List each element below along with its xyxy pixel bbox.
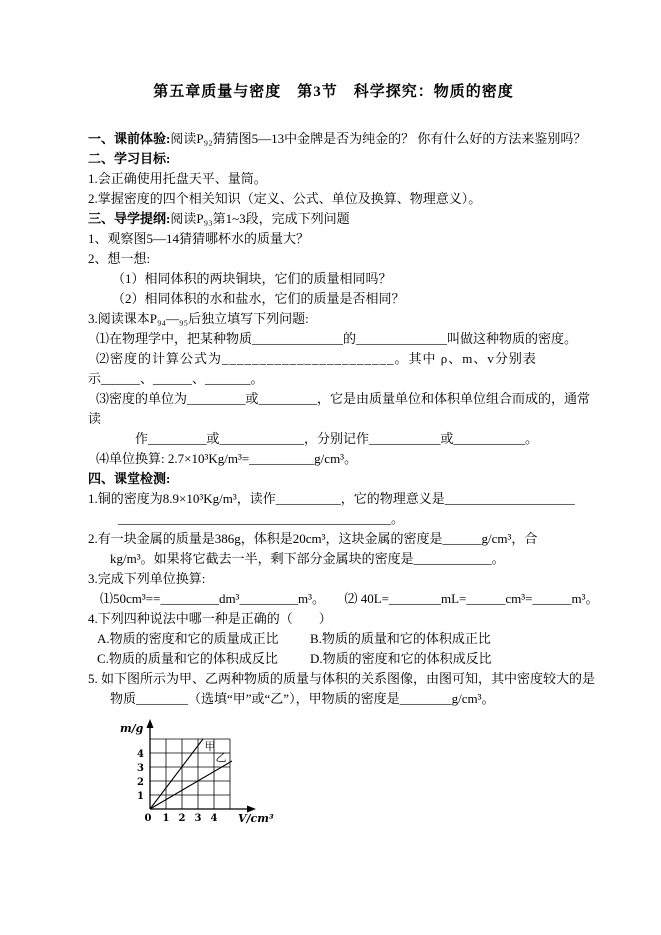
x-tick-0: 0	[144, 813, 152, 824]
fill-density-unit: ⑶密度的单位为_________或_________，它是由质量单位和体积单位组合而成的，通常	[96, 391, 591, 406]
test-q5-cont: 物质________（选填“甲”或“乙”），甲物质的密度是________g/cm³。	[110, 691, 495, 706]
fill-density-unit-cont: 读	[88, 411, 102, 426]
section-learning-goals-heading: 二、学习目标:	[88, 151, 171, 166]
y-tick-2: 2	[137, 777, 144, 788]
y-tick-4: 4	[137, 749, 144, 760]
x-tick-1: 1	[162, 813, 170, 824]
grid-lines	[150, 739, 230, 809]
test-q1-cont: __________________________________________。	[118, 511, 404, 526]
section-class-test	[88, 469, 579, 489]
test-q5: 5. 如下图所示为甲、乙两种物质的质量与体积的关系图像，由图可知，其中密度较大的是	[88, 671, 596, 686]
guide-q3: 3.阅读课本P₉₄—₉₅后独立填写下列问题:	[88, 311, 309, 326]
fill-density-unit-read: 作_________或_____________，分别记作___________或___________。	[135, 431, 539, 446]
guide-q2-sub2: （2）相同体积的水和盐水，它们的质量是否相同？	[112, 291, 405, 306]
test-q4-options-ab	[88, 629, 579, 649]
mass-volume-graph	[112, 717, 287, 835]
goal-2: 2.掌握密度的四个相关知识（定义、公式、单位及换算、物理意义）。	[88, 191, 482, 206]
test-q4: 4.下列四种说法中哪一种是正确的（ ）	[88, 611, 332, 626]
option-d: D.物质的密度和它的体积成反比	[310, 651, 492, 666]
guide-q2-sub1: （1）相同体积的两块铜块，它们的质量相同吗？	[112, 271, 392, 286]
x-tick-3: 3	[194, 813, 202, 824]
option-b: B.物质的质量和它的体积成正比	[310, 631, 491, 646]
test-q3: 3.完成下列单位换算:	[88, 571, 206, 586]
section-pre-class-heading: 一、课前体验:	[88, 131, 171, 146]
series-yi-label: 乙	[215, 751, 227, 764]
fill-density-formula: ⑵密度的计算公式为_______________________。其中 ρ、m、v分别表	[96, 351, 537, 366]
test-q3-conversions: ⑴50cm³==_________dm³_________m³。 ⑵ 40L=________mL=______cm³=______m³。	[100, 591, 599, 606]
y-axis	[147, 719, 154, 809]
section-learning-goals	[88, 149, 579, 169]
x-tick-4: 4	[210, 813, 218, 824]
test-q4-options-cd	[88, 649, 579, 669]
section-pre-class	[88, 129, 587, 149]
test-q2-cont: kg/m³。如果将它截去一半，剩下部分金属块的密度是____________。	[110, 551, 505, 566]
series-yi-line	[150, 761, 232, 809]
guide-q1: 1、观察图5—14猜猜哪杯水的质量大？	[88, 231, 310, 246]
x-tick-2: 2	[178, 813, 186, 824]
guide-q2: 2、想一想:	[88, 251, 151, 266]
section-guide-outline-heading: 三、导学提纲:	[88, 211, 171, 226]
section-pre-class-text: 阅读P₉₂猜猜图5—13中金牌是否为纯金的？ 你有什么好的方法来鉴别吗？	[170, 131, 587, 146]
section-guide-outline	[88, 209, 579, 229]
y-tick-1: 1	[137, 791, 144, 802]
section-class-test-heading: 四、课堂检测:	[88, 471, 171, 486]
fill-density-formula-cont: 示______、______、_______。	[88, 371, 264, 386]
y-tick-3: 3	[137, 763, 144, 774]
y-axis-arrow-icon	[147, 719, 154, 728]
x-axis-label: V/cm³	[238, 812, 274, 825]
section-guide-outline-text: 阅读P₉₃第1~3段，完成下列问题	[170, 211, 350, 226]
option-c: C.物质的质量和它的体积成反比	[97, 651, 278, 666]
page-title: 第五章质量与密度 第3节 科学探究：物质的密度	[153, 84, 514, 100]
fill-unit-conversion: ⑷单位换算: 2.7×10³Kg/m³=__________g/cm³。	[96, 451, 358, 466]
test-q2: 2.有一块金属的质量是386g，体积是20cm³，这块金属的密度是______g/cm³，合	[88, 531, 538, 546]
series-jia-label: 甲	[204, 740, 216, 753]
series-jia-line	[150, 739, 203, 809]
test-q1: 1.铜的密度为8.9×10³Kg/m³，读作__________，它的物理意义是____________________	[88, 491, 575, 506]
fill-density-definition: ⑴在物理学中，把某种物质______________的______________叫做这种物质的密度。	[96, 331, 578, 346]
option-a: A.物质的密度和它的质量成正比	[97, 631, 279, 646]
y-axis-label: m/g	[120, 722, 144, 735]
goal-1: 1.会正确使用托盘天平、量筒。	[88, 171, 267, 186]
